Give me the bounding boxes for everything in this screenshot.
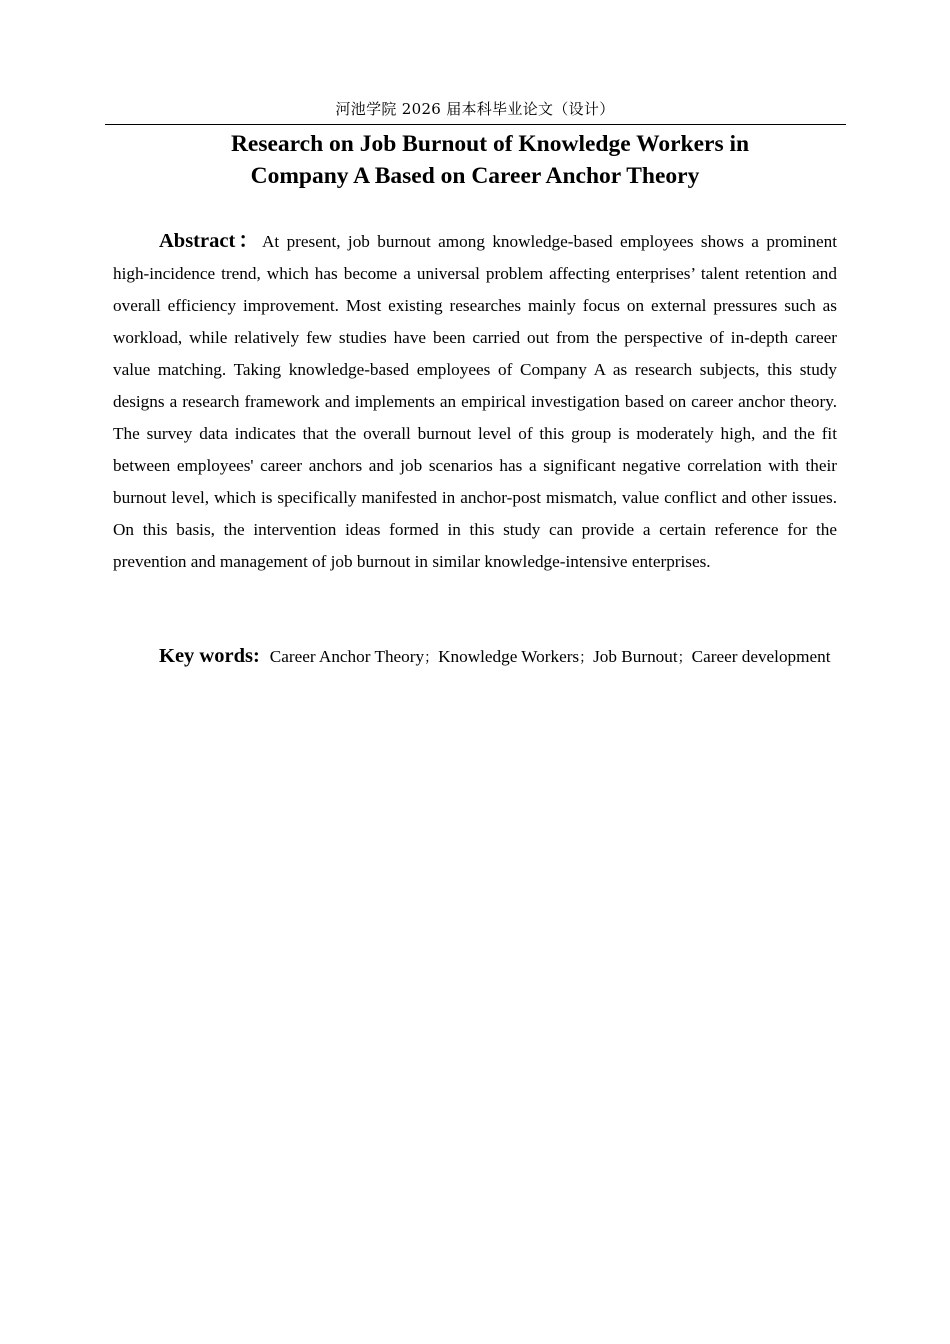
paper-title-line-1: Research on Job Burnout of Knowledge Workers in bbox=[230, 131, 750, 157]
keyword-separator: ； bbox=[424, 650, 439, 666]
keyword-separator: ； bbox=[579, 650, 594, 666]
keyword-separator: ； bbox=[677, 650, 692, 666]
keyword-item: Knowledge Workers bbox=[438, 647, 580, 666]
keywords-label: Key words: bbox=[159, 645, 260, 667]
abstract-label: Abstract： bbox=[159, 230, 262, 252]
keyword-item: Career development bbox=[691, 647, 831, 666]
keyword-item: Job Burnout bbox=[593, 647, 678, 666]
abstract-paragraph bbox=[113, 225, 837, 578]
paper-title-line-2: Company A Based on Career Anchor Theory bbox=[250, 163, 700, 189]
keyword-item: Career Anchor Theory bbox=[269, 647, 425, 666]
abstract-text: At present, job burnout among knowledge-based employees shows a prominent high-incidence trend, which has become a universal problem affecting enterprises’ talent retention and overall efficiency improvement. Most existing researches mainly focus on external pressures such as workload, while relatively few studies have been carried out from the perspective of in-depth career value matching. Taking knowledge-based employees of Company A as research subjects, this study designs a research framework and implements an empirical investigation based on career anchor theory. The survey data indicates that the overall burnout level of this group is moderately high, and the fit between employees' career anchors and job scenarios has a significant negative correlation with their burnout level, which is specifically manifested in anchor-post mismatch, value conflict and other issues. On this basis, the intervention ideas formed in this study can provide a certain reference for the prevention and management of job burnout in similar knowledge-intensive enterprises. bbox=[113, 232, 837, 571]
paper-title bbox=[105, 128, 845, 192]
header-rule bbox=[105, 124, 846, 125]
keywords-paragraph bbox=[113, 640, 837, 674]
running-header: 河池学院 2026 届本科毕业论文（设计） bbox=[335, 100, 615, 118]
